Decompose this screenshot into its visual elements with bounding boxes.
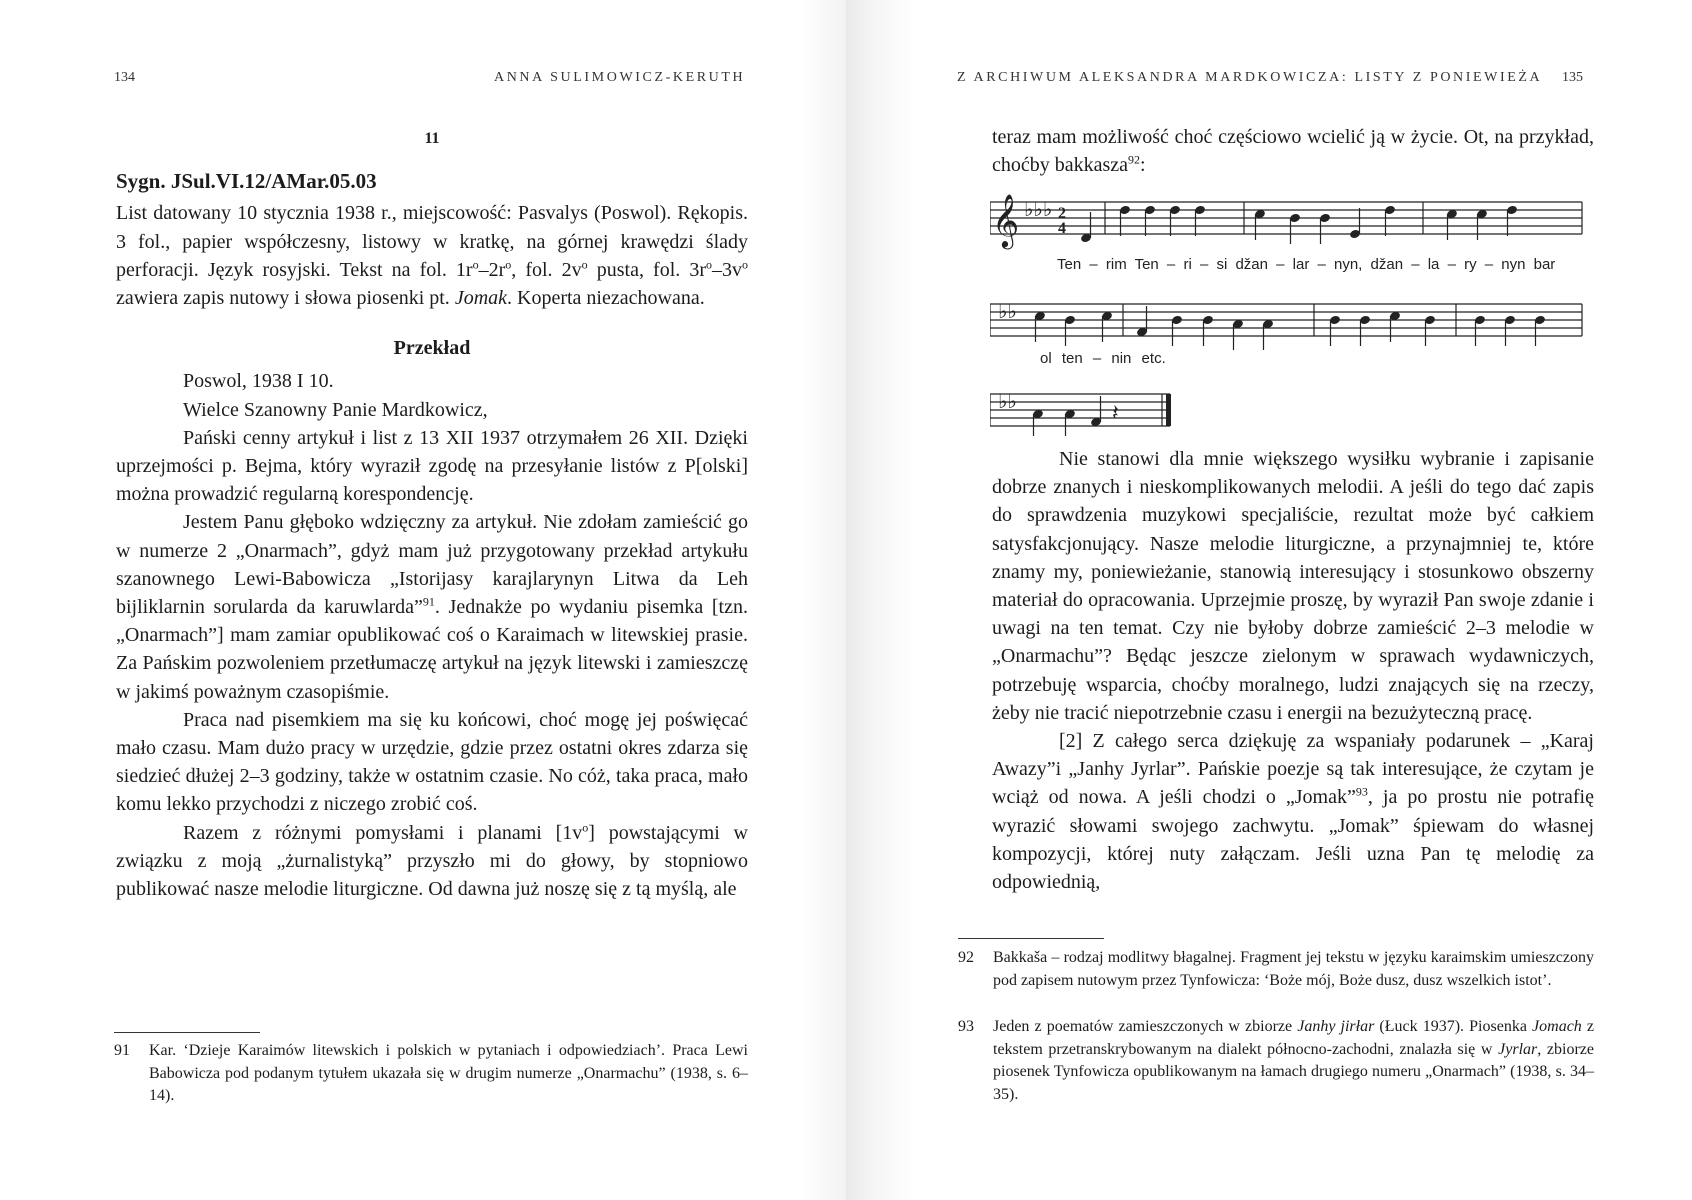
svg-text:2: 2 — [1058, 205, 1066, 222]
music-staff-1 — [990, 190, 1590, 262]
footnote-text: Jeden z poematów zamieszczonych w zbiorze Janhy jirłar (Łuck 1937). Piosenka Jomach z tekstem przetranskrybowanym na dialekt północno-zachodni, znalazła się w Jyrlar, zbiorze piosenek Tynfowicza opublikowanym na łamach drugiego numeru „Onarmach” (1938, s. 34–35). — [993, 1018, 1594, 1103]
footnote-rule — [114, 1032, 260, 1033]
footnote-93 — [958, 1016, 1594, 1106]
letter-salutation: Wielce Szanowny Panie Mardkowicz, — [183, 398, 488, 421]
footnote-91 — [114, 1040, 748, 1108]
right-page — [846, 0, 1692, 1200]
running-head-left: ANNA SULIMOWICZ-KERUTH — [494, 70, 746, 85]
final-barline — [1166, 394, 1171, 426]
letter-paragraph: Jestem Panu głęboko wdzięczny za artykuł. Nie zdołam zamieścić go w numerze 2 „Onarmach”, gdyż mam już przygotowany przekład artykułu szanownego Lewi-Babowicza „Istorijasy karajlarynyn Litwa da Leh bijliklarnin sorularda da karuwlarda”$^{91}$. Jednakże po wydaniu pisemka [tzn. „Onarmach”] mam zamiar opublikować coś o Karaimach w litewskiej prasie. Za Pańskim pozwoleniem przetłumaczę artykuł na język litewski i zamieszczę w jakimś poważnym czasopiśmie. — [116, 511, 748, 703]
flat-icon: ♭♭ — [998, 389, 1017, 413]
body-paragraph: teraz mam możliwość choć częściowo wcielić ją w życie. Ot, na przykład, choćby bakkasza$^{92}$: — [992, 126, 1594, 177]
music-lyrics-line-2: ol ten – nin etc. — [1040, 350, 1166, 367]
svg-text:4: 4 — [1058, 220, 1066, 237]
rest-icon: 𝄽 — [1112, 401, 1119, 426]
left-body — [116, 125, 748, 903]
gutter-shadow — [800, 0, 846, 1200]
right-body — [992, 445, 1594, 896]
footnote-text: Kar. ‘Dzieje Karaimów litewskich i polskich w pytaniach i odpowiedziach’. Praca Lewi Babowicza pod podanym tytułem ukazała się w drugim numerze „Onarmachu” (1938, s. 6–14). — [149, 1042, 748, 1104]
footnote-text: Bakkaša – rodzaj modlitwy błagalnej. Fragment jej tekstu w języku karaimskim umieszczony pod zapisem nutowym przez Tynfowicza: ‘Boże mój, Boże dusz, dusz wszelkich istot’. — [993, 949, 1594, 989]
page-number-left: 134 — [114, 70, 135, 85]
music-staff-3 — [990, 386, 1190, 436]
footnote-ref[interactable]: 93 — [1355, 784, 1368, 799]
footnote-rule — [958, 938, 1104, 939]
page-number-right: 135 — [1562, 70, 1583, 85]
body-paragraph: Nie stanowi dla mnie większego wysiłku wybranie i zapisanie dobrze znanych i nieskomplikowanych melodii. A jeśli do tego dać zapis do sprawdzenia muzykowi specjaliście, rezultat może być całkiem satysfakcjonujący. Nasze melodie liturgiczne, a przynajmniej te, które znamy my, poniewieżanie, stanowią interesujący i stosunkowo obszerny materiał do opracowania. Uprzejmie proszę, by wyraził Pan swoje zdanie i uwagi na ten temat. Czy nie byłoby dobrze zamieścić 2–3 melodie w „Onarmachu”? Będąc jeszcze zielonym w sprawach wydawniczych, potrzebuję wsparcia, choćby moralnego, ludzi znających się na rzeczy, żeby nie tracić niepotrzebnie czasu i energii na bezużyteczną pracę. — [992, 448, 1594, 724]
letter-paragraph: Razem z różnymi pomysłami i planami $[1v^o]$ powstającymi w związku z moją „żurnalistyką” przyszło mi do głowy, by stopniowo publikować nasze melodie liturgiczne. Od dawna już noszę się z tą myślą, ale — [116, 820, 748, 901]
translation-heading: Przekład — [393, 337, 471, 360]
letter-paragraph: Praca nad pisemkiem ma się ku końcowi, choć mogę jej poświęcać mało czasu. Mam dużo pracy w urzędzie, gdzie przez ostatni okres zdarza się siedzieć dłużej 2–3 godziny, także w ostatnim czasie. No cóż, taka praca, mało komu lekko przychodzi z niczego zrobić coś. — [116, 708, 748, 816]
footnote-92 — [958, 947, 1594, 992]
section-number: 11 — [424, 130, 440, 147]
music-lyrics-line-1: Ten – rim Ten – ri – si džan – lar – nyn, džan – la – ry – nyn bar — [1057, 256, 1556, 273]
footnote-number: 92 — [958, 949, 974, 966]
footnote-ref[interactable]: 91 — [422, 594, 435, 609]
archive-signature: Sygn. JSul.VI.12/AMar.05.03 — [116, 169, 377, 194]
footnote-ref[interactable]: 92 — [1128, 152, 1141, 167]
body-paragraph: [2] Z całego serca dziękuję za wspaniały podarunek – „Karaj Awazy”i „Janhy Jyrlar”. Pańskie poezje są tak interesujące, że czytam je wciąż od nowa. A jeśli chodzi o „Jomak”$^{93}$, ja po prostu nie potrafię wyrazić słowami swojego zachwytu. „Jomak” śpiewam do własnej kompozycji, której nuty załączam. Jeśli uzna Pan tę melodię za odpowiednią, — [992, 730, 1594, 894]
flat-icon: ♭♭ — [998, 299, 1017, 323]
footnote-number: 91 — [114, 1042, 130, 1059]
treble-clef-icon: 𝄞 — [992, 193, 1020, 247]
letter-paragraph: Pański cenny artykuł i list z 13 XII 1937 otrzymałem 26 XII. Dzięki uprzejmości p. Bejma, który wyraził zgodę na przesyłanie listów z P[olski] można prowadzić regularną korespondencję. — [116, 426, 748, 506]
document-description: List datowany 10 stycznia 1938 r., miejscowość: Pasvalys (Poswol). Rękopis. 3 fol., papier współczesny, listowy w kratkę, na górnej krawędzi ślady perforacji. Język rosyjski. Tekst na fol. $1r^o-2r^o$, fol. $2v^o$ pusta, fol. $3r^o-3v^o$ zawiera zapis nutowy i słowa piosenki pt. Jomak. Koperta niezachowana. — [116, 202, 749, 310]
right-intro — [992, 123, 1594, 179]
music-staff-2 — [990, 296, 1590, 356]
letter-place-date: Poswol, 1938 I 10. — [183, 370, 334, 393]
footnote-number: 93 — [958, 1018, 974, 1035]
running-head-right: Z ARCHIWUM ALEKSANDRA MARDKOWICZA: LISTY Z PONIEWIEŻA — [957, 70, 1543, 85]
flat-icon: ♭♭♭ — [1024, 197, 1053, 221]
